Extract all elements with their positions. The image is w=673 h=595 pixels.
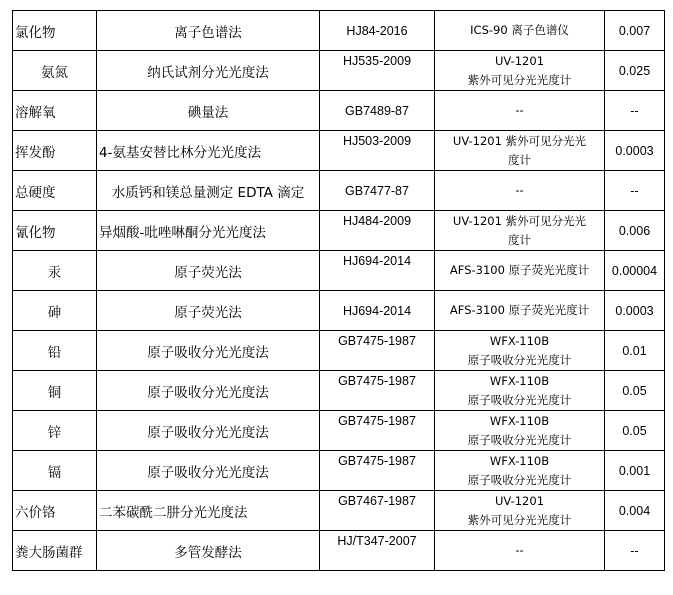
instrument-cell bbox=[435, 131, 605, 171]
standard-cell bbox=[320, 11, 435, 51]
item-cell bbox=[13, 131, 97, 171]
method-name: 多管发酵法 bbox=[174, 544, 242, 561]
table-row bbox=[13, 251, 665, 291]
method-name: 原子吸收分光光度法 bbox=[147, 344, 269, 361]
instrument-cell bbox=[435, 11, 605, 51]
detection-limit-cell bbox=[605, 451, 665, 491]
table-row bbox=[13, 411, 665, 451]
detection-limit-cell bbox=[605, 531, 665, 571]
method-name: 异烟酸-吡唑啉酮分光光度法 bbox=[99, 224, 266, 241]
instrument-cell bbox=[435, 371, 605, 411]
method-cell bbox=[97, 211, 320, 251]
method-name: 原子吸收分光光度法 bbox=[147, 464, 269, 481]
item-name: 氯化物 bbox=[15, 24, 56, 41]
instrument-cell bbox=[435, 291, 605, 331]
detection-limit: 0.0003 bbox=[615, 143, 654, 158]
detection-limit: 0.007 bbox=[618, 23, 651, 38]
detection-limit: -- bbox=[630, 103, 639, 118]
detection-limit: 0.05 bbox=[622, 423, 647, 438]
standard-cell bbox=[320, 211, 435, 251]
table-row bbox=[13, 371, 665, 411]
item-name: 溶解氧 bbox=[15, 104, 56, 121]
instrument-line: UV-1201 紫外可见分光光 bbox=[452, 213, 587, 228]
analysis-methods-table bbox=[12, 10, 665, 571]
item-name: 氨氮 bbox=[41, 64, 68, 81]
item-name: 粪大肠菌群 bbox=[15, 544, 83, 561]
instrument-cell bbox=[435, 331, 605, 371]
standard-code: HJ/T347-2007 bbox=[337, 534, 417, 548]
instrument-cell bbox=[435, 491, 605, 531]
item-cell bbox=[13, 11, 97, 51]
method-name: 离子色谱法 bbox=[174, 24, 242, 41]
standard-cell bbox=[320, 531, 435, 571]
item-cell bbox=[13, 371, 97, 411]
standard-cell bbox=[320, 371, 435, 411]
instrument-line: WFX-110B bbox=[489, 373, 550, 388]
instrument-line: -- bbox=[515, 543, 524, 557]
instrument-cell bbox=[435, 411, 605, 451]
method-cell bbox=[97, 531, 320, 571]
method-name: 原子荧光法 bbox=[174, 304, 242, 321]
instrument-line: WFX-110B bbox=[489, 333, 550, 348]
detection-limit: 0.00004 bbox=[611, 263, 658, 278]
method-cell bbox=[97, 11, 320, 51]
method-name: 原子吸收分光光度法 bbox=[147, 384, 269, 401]
instrument-cell bbox=[435, 91, 605, 131]
item-cell bbox=[13, 91, 97, 131]
method-cell bbox=[97, 171, 320, 211]
method-cell bbox=[97, 411, 320, 451]
instrument-line: 原子吸收分光光度计 bbox=[467, 392, 572, 407]
standard-code: HJ84-2016 bbox=[346, 23, 408, 38]
detection-limit-cell bbox=[605, 11, 665, 51]
method-name: 水质钙和镁总量测定 EDTA 滴定 bbox=[111, 184, 305, 201]
standard-cell bbox=[320, 91, 435, 131]
instrument-line: -- bbox=[515, 103, 524, 117]
instrument-line: 原子吸收分光光度计 bbox=[467, 432, 572, 447]
instrument-cell bbox=[435, 251, 605, 291]
standard-code: HJ484-2009 bbox=[342, 214, 412, 228]
item-name: 氰化物 bbox=[15, 224, 56, 241]
standard-cell bbox=[320, 411, 435, 451]
instrument-line: AFS-3100 原子荧光光度计 bbox=[449, 263, 590, 277]
method-name: 碘量法 bbox=[187, 104, 229, 121]
method-cell bbox=[97, 451, 320, 491]
method-name: 原子吸收分光光度法 bbox=[147, 424, 269, 441]
detection-limit-cell bbox=[605, 131, 665, 171]
table-body bbox=[13, 11, 665, 571]
method-cell bbox=[97, 371, 320, 411]
standard-code: GB7477-87 bbox=[345, 183, 409, 198]
standard-code: HJ694-2014 bbox=[342, 254, 412, 268]
instrument-line: 原子吸收分光光度计 bbox=[467, 352, 572, 367]
table-row bbox=[13, 331, 665, 371]
standard-cell bbox=[320, 491, 435, 531]
standard-code: GB7475-1987 bbox=[338, 334, 416, 348]
item-name: 铜 bbox=[47, 384, 62, 401]
standard-code: GB7475-1987 bbox=[338, 454, 416, 468]
standard-cell bbox=[320, 171, 435, 211]
standard-code: HJ535-2009 bbox=[342, 54, 412, 68]
method-cell bbox=[97, 91, 320, 131]
instrument-line: 度计 bbox=[508, 152, 531, 167]
instrument-line: UV-1201 紫外可见分光光 bbox=[452, 133, 587, 148]
detection-limit: -- bbox=[630, 183, 639, 198]
instrument-cell bbox=[435, 171, 605, 211]
instrument-line: UV-1201 bbox=[494, 53, 545, 68]
detection-limit-cell bbox=[605, 291, 665, 331]
item-cell bbox=[13, 411, 97, 451]
item-name: 砷 bbox=[47, 304, 62, 321]
instrument-line: WFX-110B bbox=[489, 453, 550, 468]
standard-cell bbox=[320, 451, 435, 491]
detection-limit-cell bbox=[605, 171, 665, 211]
detection-limit-cell bbox=[605, 371, 665, 411]
item-name: 六价铬 bbox=[15, 504, 56, 521]
detection-limit: -- bbox=[630, 543, 639, 558]
item-name: 汞 bbox=[47, 264, 62, 281]
detection-limit-cell bbox=[605, 331, 665, 371]
detection-limit: 0.006 bbox=[618, 223, 651, 238]
item-cell bbox=[13, 171, 97, 211]
item-cell bbox=[13, 531, 97, 571]
instrument-cell bbox=[435, 531, 605, 571]
item-cell bbox=[13, 251, 97, 291]
method-cell bbox=[97, 331, 320, 371]
table-row bbox=[13, 171, 665, 211]
standard-cell bbox=[320, 291, 435, 331]
instrument-line: 原子吸收分光光度计 bbox=[467, 472, 572, 487]
standard-code: GB7475-1987 bbox=[338, 374, 416, 388]
item-cell bbox=[13, 211, 97, 251]
item-cell bbox=[13, 51, 97, 91]
detection-limit-cell bbox=[605, 411, 665, 451]
item-cell bbox=[13, 291, 97, 331]
instrument-cell bbox=[435, 451, 605, 491]
instrument-line: ICS-90 离子色谱仪 bbox=[470, 23, 569, 37]
standard-cell bbox=[320, 51, 435, 91]
method-name: 原子荧光法 bbox=[174, 264, 242, 281]
instrument-line: AFS-3100 原子荧光光度计 bbox=[449, 303, 590, 317]
standard-code: GB7467-1987 bbox=[338, 494, 416, 508]
method-name: 纳氏试剂分光光度法 bbox=[147, 64, 269, 81]
table-row bbox=[13, 531, 665, 571]
method-cell bbox=[97, 291, 320, 331]
method-name: 4-氨基安替比林分光光度法 bbox=[99, 144, 261, 161]
detection-limit: 0.025 bbox=[618, 63, 651, 78]
instrument-line: 度计 bbox=[508, 232, 531, 247]
table-row bbox=[13, 451, 665, 491]
standard-code: HJ694-2014 bbox=[342, 303, 412, 318]
standard-cell bbox=[320, 331, 435, 371]
detection-limit-cell bbox=[605, 91, 665, 131]
detection-limit-cell bbox=[605, 211, 665, 251]
item-name: 总硬度 bbox=[15, 184, 56, 201]
item-cell bbox=[13, 451, 97, 491]
standard-cell bbox=[320, 251, 435, 291]
method-cell bbox=[97, 491, 320, 531]
detection-limit-cell bbox=[605, 51, 665, 91]
standard-code: GB7475-1987 bbox=[338, 414, 416, 428]
method-cell bbox=[97, 51, 320, 91]
item-name: 镉 bbox=[47, 464, 62, 481]
instrument-line: 紫外可见分光光度计 bbox=[467, 72, 572, 87]
standard-code: HJ503-2009 bbox=[342, 134, 412, 148]
standard-code: GB7489-87 bbox=[345, 103, 409, 118]
table-row bbox=[13, 91, 665, 131]
detection-limit-cell bbox=[605, 251, 665, 291]
standard-cell bbox=[320, 131, 435, 171]
table-row bbox=[13, 211, 665, 251]
table-row bbox=[13, 291, 665, 331]
detection-limit: 0.001 bbox=[618, 463, 651, 478]
table-row bbox=[13, 131, 665, 171]
item-name: 铅 bbox=[47, 344, 62, 361]
instrument-line: WFX-110B bbox=[489, 413, 550, 428]
detection-limit: 0.05 bbox=[622, 383, 647, 398]
detection-limit-cell bbox=[605, 491, 665, 531]
item-name: 挥发酚 bbox=[15, 144, 56, 161]
instrument-cell bbox=[435, 51, 605, 91]
table-row bbox=[13, 51, 665, 91]
instrument-cell bbox=[435, 211, 605, 251]
method-cell bbox=[97, 251, 320, 291]
method-cell bbox=[97, 131, 320, 171]
table-row bbox=[13, 11, 665, 51]
detection-limit: 0.004 bbox=[618, 503, 651, 518]
instrument-line: 紫外可见分光光度计 bbox=[467, 512, 572, 527]
instrument-line: UV-1201 bbox=[494, 493, 545, 508]
detection-limit: 0.01 bbox=[622, 343, 647, 358]
item-cell bbox=[13, 331, 97, 371]
method-name: 二苯碳酰二肼分光光度法 bbox=[99, 504, 248, 521]
document-page bbox=[12, 10, 665, 571]
item-cell bbox=[13, 491, 97, 531]
item-name: 锌 bbox=[47, 424, 62, 441]
table-row bbox=[13, 491, 665, 531]
instrument-line: -- bbox=[515, 183, 524, 197]
detection-limit: 0.0003 bbox=[615, 303, 654, 318]
